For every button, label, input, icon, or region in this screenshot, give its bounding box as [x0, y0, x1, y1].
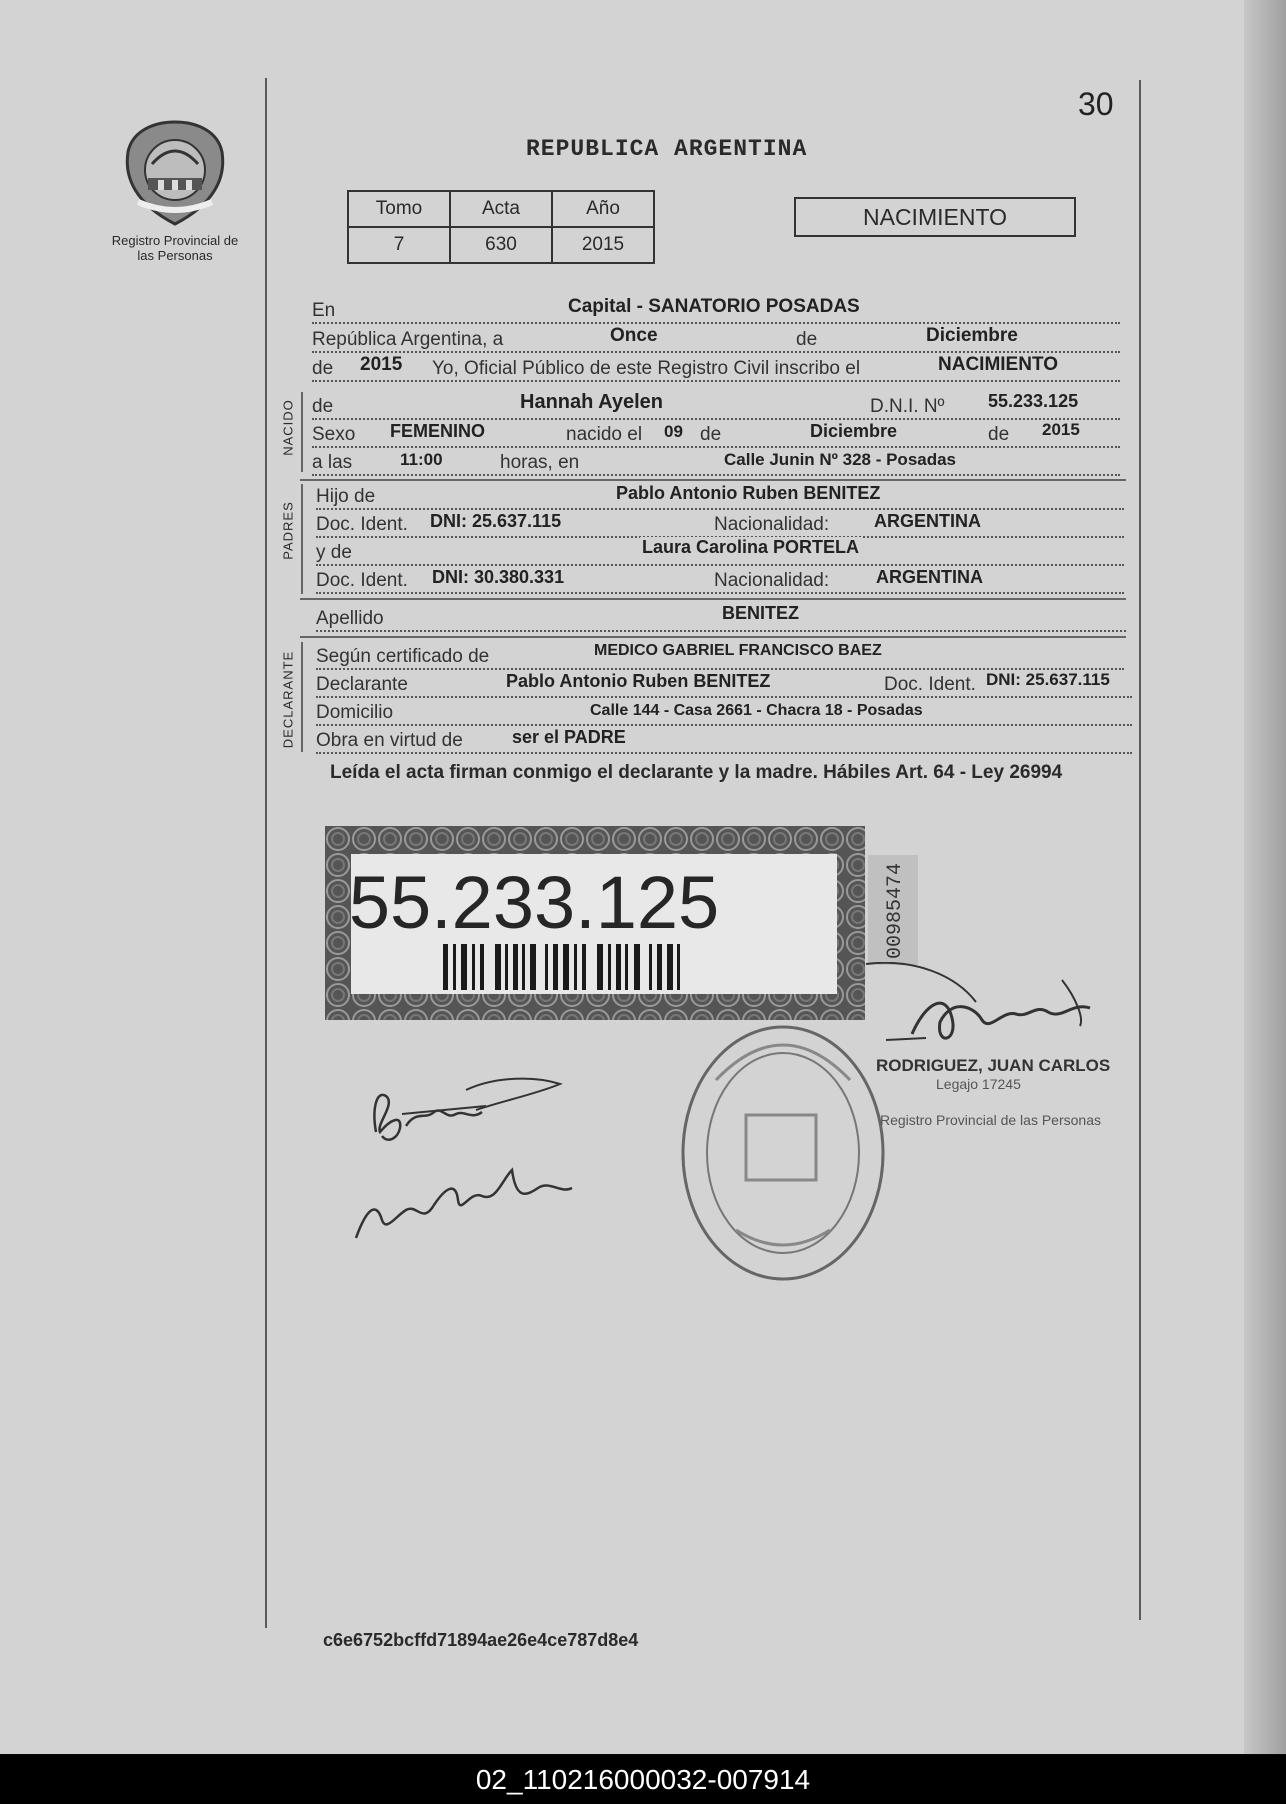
- label-apellido: Apellido: [316, 608, 384, 629]
- label-certificado: Según certificado de: [316, 646, 490, 667]
- row-obra: [316, 726, 1132, 754]
- value-apellido: BENITEZ: [722, 603, 800, 623]
- value-time: 11:00: [400, 450, 443, 469]
- value-child-name: Hannah Ayelen: [520, 391, 663, 413]
- label-domicilio: Domicilio: [316, 702, 394, 723]
- label-mother-nat: Nacionalidad:: [714, 570, 830, 591]
- value-birth-place: Calle Junin Nº 328 - Posadas: [724, 450, 957, 469]
- label-declarante: Declarante: [316, 674, 408, 695]
- scan-footer-code: 02_110216000032-007914: [0, 1755, 1286, 1804]
- row-apellido: [316, 604, 1126, 632]
- value-father-nat: ARGENTINA: [874, 511, 981, 531]
- value-father-name: Pablo Antonio Ruben BENITEZ: [616, 483, 881, 503]
- table-header-anio: Año: [552, 191, 654, 227]
- row-mother-doc: [316, 566, 1124, 594]
- label-y-de: y de: [316, 542, 352, 563]
- label-father-nat: Nacionalidad:: [714, 514, 830, 535]
- row-y-de: [316, 538, 1124, 566]
- nacido-bracket: [301, 392, 303, 472]
- value-birth-month: Diciembre: [810, 421, 898, 441]
- value-father-doc: DNI: 25.637.115: [430, 511, 562, 531]
- sticker-id-number: 55.233.125: [348, 861, 720, 944]
- table-header-acta: Acta: [450, 191, 552, 227]
- row-en: [312, 296, 1120, 324]
- official-stamp: [676, 1020, 890, 1286]
- row-declarante: [316, 670, 1132, 698]
- row-hijo-de: [316, 482, 1124, 510]
- page-edge: [1244, 0, 1286, 1754]
- value-birth-year: 2015: [1042, 420, 1080, 439]
- value-month: Diciembre: [926, 325, 1018, 346]
- label-de-month: de: [700, 424, 722, 445]
- row-sexo: [312, 420, 1120, 448]
- value-day: Once: [610, 325, 658, 346]
- label-obra: Obra en virtud de: [316, 730, 463, 751]
- value-place: Capital - SANATORIO POSADAS: [568, 296, 860, 317]
- registry-seal-logo: [118, 118, 232, 230]
- act-record-table: [347, 190, 655, 264]
- label-father-doc: Doc. Ident.: [316, 514, 408, 535]
- value-declarante-doc: DNI: 25.637.115: [986, 670, 1110, 689]
- section-label-declarante: DECLARANTE: [280, 650, 296, 749]
- value-certificado: MEDICO GABRIEL FRANCISCO BAEZ: [594, 642, 882, 659]
- label-de-year: de: [312, 358, 334, 379]
- value-domicilio: Calle 144 - Casa 2661 - Chacra 18 - Posadas: [590, 702, 923, 719]
- label-horas: horas, en: [500, 452, 580, 473]
- row-father-doc: [316, 510, 1124, 538]
- value-mother-doc: DNI: 30.380.331: [432, 567, 565, 587]
- closing-statement: Leída el acta firman conmigo el declarante y la madre. Hábiles Art. 64 - Ley 26994: [330, 762, 1063, 783]
- value-mother-nat: ARGENTINA: [876, 567, 983, 587]
- declarante-bracket: [301, 642, 303, 752]
- value-declarante: Pablo Antonio Ruben BENITEZ: [506, 671, 771, 691]
- divider-3: [300, 636, 1126, 638]
- label-mother-doc: Doc. Ident.: [316, 570, 408, 591]
- value-mother-name: Laura Carolina PORTELA: [642, 537, 860, 557]
- value-act: NACIMIENTO: [938, 354, 1058, 375]
- divider-2: [300, 598, 1126, 600]
- section-label-padres: PADRES: [280, 501, 296, 560]
- serial-number: 00985474: [884, 862, 907, 959]
- table-header-tomo: Tomo: [348, 191, 450, 227]
- page-number: 30: [1078, 86, 1114, 122]
- left-margin-line: [265, 78, 267, 1628]
- right-margin-line: [1139, 80, 1141, 1620]
- label-de: de: [796, 329, 818, 350]
- row-yo: [312, 354, 1120, 382]
- row-nacido-name: [312, 392, 1120, 420]
- registry-name: Registro Provincial de las Personas: [111, 233, 239, 263]
- label-de-name: de: [312, 396, 334, 417]
- value-obra: ser el PADRE: [512, 727, 626, 747]
- dni-id-sticker: [325, 826, 865, 1020]
- table-value-anio: 2015: [552, 227, 654, 263]
- padres-bracket: [301, 484, 303, 594]
- table-value-acta: 630: [450, 227, 552, 263]
- label-republica: República Argentina, a: [312, 329, 504, 350]
- row-republica: [312, 325, 1120, 353]
- act-type-box: NACIMIENTO: [794, 197, 1076, 237]
- document-hash: c6e6752bcffd71894ae26e4ce787d8e4: [323, 1630, 639, 1650]
- divider-1: [300, 479, 1126, 481]
- label-en: En: [312, 300, 336, 321]
- official-registry: Registro Provincial de las Personas: [880, 1112, 1101, 1128]
- official-legajo: Legajo 17245: [936, 1076, 1021, 1092]
- row-hora: [312, 448, 1120, 476]
- country-title: REPUBLICA ARGENTINA: [526, 136, 808, 162]
- value-child-dni: 55.233.125: [988, 391, 1079, 411]
- label-de-year2: de: [988, 424, 1010, 445]
- label-declarante-doc: Doc. Ident.: [884, 674, 976, 695]
- official-name: RODRIGUEZ, JUAN CARLOS: [876, 1056, 1111, 1075]
- table-value-tomo: 7: [348, 227, 450, 263]
- sticker-serial: [868, 855, 918, 965]
- value-sexo: FEMENINO: [390, 421, 486, 441]
- label-a-las: a las: [312, 452, 353, 473]
- row-certificado: [316, 642, 1124, 670]
- row-domicilio: [316, 698, 1132, 726]
- label-dni: D.N.I. Nº: [870, 396, 945, 417]
- label-nacido-el: nacido el: [566, 424, 643, 445]
- value-birth-day: 09: [664, 422, 683, 441]
- label-sexo: Sexo: [312, 424, 356, 445]
- declarant-signatures: [346, 1070, 582, 1250]
- label-hijo-de: Hijo de: [316, 486, 376, 507]
- section-label-nacido: NACIDO: [280, 399, 296, 456]
- value-year: 2015: [360, 354, 403, 375]
- yo-text: Yo, Oficial Público de este Registro Civil inscribo el: [432, 358, 861, 379]
